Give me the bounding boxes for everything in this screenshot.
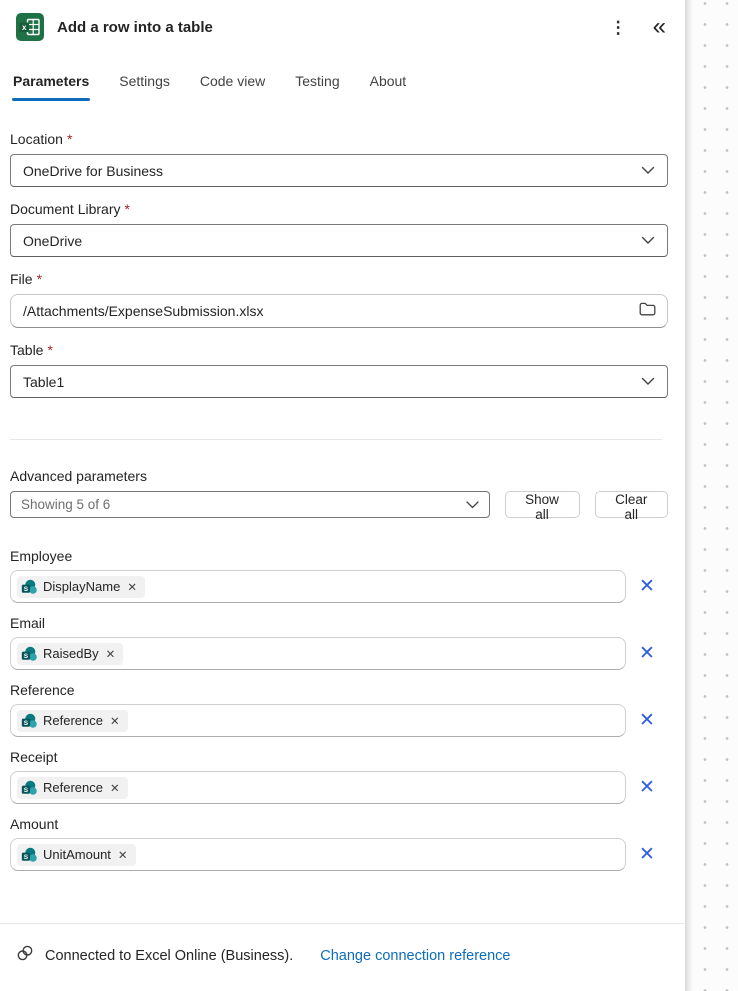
svg-text:S: S xyxy=(23,652,29,660)
panel-scroll-shadow xyxy=(686,0,693,991)
clear-employee-icon[interactable]: ✕ xyxy=(626,577,668,596)
required-asterisk: * xyxy=(47,342,53,358)
action-title: Add a row into a table xyxy=(57,18,213,36)
field-group-reference xyxy=(10,682,668,737)
token-label: RaisedBy xyxy=(43,646,99,661)
chevron-down-icon xyxy=(641,162,655,180)
amount-input[interactable] xyxy=(10,838,626,871)
panel-footer xyxy=(0,923,684,991)
document-library-label-text: Document Library xyxy=(10,201,121,217)
advanced-parameters-row xyxy=(10,491,668,522)
svg-text:S: S xyxy=(23,786,29,794)
email-input[interactable] xyxy=(10,637,626,670)
table-dropdown-value: Table1 xyxy=(23,373,65,390)
tab-parameters[interactable]: Parameters xyxy=(12,73,90,101)
file-input-value: /Attachments/ExpenseSubmission.xlsx xyxy=(23,303,264,319)
location-label-text: Location xyxy=(10,131,63,147)
field-group-table xyxy=(10,342,668,398)
clear-amount-icon[interactable]: ✕ xyxy=(626,845,668,864)
table-dropdown[interactable] xyxy=(10,365,668,398)
field-group-document-library xyxy=(10,201,668,257)
designer-canvas xyxy=(685,0,738,991)
amount-label: Amount xyxy=(10,816,59,832)
collapse-panel-icon[interactable]: « xyxy=(647,13,666,41)
field-group-location xyxy=(10,131,668,187)
document-library-dropdown[interactable] xyxy=(10,224,668,257)
dynamic-content-token[interactable] xyxy=(17,576,145,598)
location-dropdown[interactable] xyxy=(10,154,668,187)
token-dismiss-icon[interactable]: ✕ xyxy=(109,715,120,728)
document-library-dropdown-value: OneDrive xyxy=(23,232,83,249)
token-dismiss-icon[interactable]: ✕ xyxy=(109,782,120,795)
amount-row xyxy=(10,838,668,871)
field-group-employee xyxy=(10,548,668,603)
email-row xyxy=(10,637,668,670)
sharepoint-icon xyxy=(21,780,37,796)
field-group-receipt xyxy=(10,749,668,804)
section-divider xyxy=(10,439,662,440)
receipt-input[interactable] xyxy=(10,771,626,804)
change-connection-link[interactable]: Change connection reference xyxy=(320,948,511,964)
more-options-icon[interactable]: ⋮ xyxy=(604,17,633,38)
folder-picker-icon[interactable] xyxy=(639,302,656,321)
advanced-parameters-label: Advanced parameters xyxy=(10,468,147,484)
advanced-filter-value: Showing 5 of 6 xyxy=(21,497,111,512)
reference-input[interactable] xyxy=(10,704,626,737)
svg-text:S: S xyxy=(23,585,29,593)
clear-reference-icon[interactable]: ✕ xyxy=(626,711,668,730)
location-label xyxy=(10,131,668,147)
token-label: DisplayName xyxy=(43,579,121,594)
svg-text:S: S xyxy=(23,853,29,861)
chevron-down-icon xyxy=(641,232,655,250)
svg-text:x: x xyxy=(21,23,27,32)
token-dismiss-icon[interactable]: ✕ xyxy=(117,849,128,862)
field-group-amount xyxy=(10,816,668,871)
clear-email-icon[interactable]: ✕ xyxy=(626,644,668,663)
field-group-file xyxy=(10,271,668,328)
token-label: UnitAmount xyxy=(43,847,111,862)
tab-about[interactable]: About xyxy=(369,73,407,89)
employee-row xyxy=(10,570,668,603)
token-label: Reference xyxy=(43,780,103,795)
connection-footer xyxy=(0,924,684,991)
excel-icon xyxy=(16,13,44,41)
tab-testing[interactable]: Testing xyxy=(295,73,340,89)
dynamic-content-token[interactable] xyxy=(17,844,136,866)
show-all-button[interactable]: Show all xyxy=(505,491,580,518)
svg-text:S: S xyxy=(23,719,29,727)
chevron-down-icon xyxy=(641,373,655,391)
document-library-label xyxy=(10,201,668,217)
email-label: Email xyxy=(10,615,46,631)
file-label-text: File xyxy=(10,271,33,287)
dynamic-content-token[interactable] xyxy=(17,643,123,665)
sharepoint-icon xyxy=(21,713,37,729)
employee-label: Employee xyxy=(10,548,73,564)
connection-status-text: Connected to Excel Online (Business). xyxy=(45,948,294,964)
dynamic-content-token[interactable] xyxy=(17,777,128,799)
clear-all-button[interactable]: Clear all xyxy=(595,491,669,518)
tab-code-view[interactable]: Code view xyxy=(199,73,266,89)
reference-label: Reference xyxy=(10,682,75,698)
parameters-form xyxy=(0,101,684,871)
clear-receipt-icon[interactable]: ✕ xyxy=(626,778,668,797)
token-label: Reference xyxy=(43,713,103,728)
required-asterisk: * xyxy=(124,201,130,217)
reference-row xyxy=(10,704,668,737)
chevron-down-icon xyxy=(466,496,479,514)
field-group-email xyxy=(10,615,668,670)
location-dropdown-value: OneDrive for Business xyxy=(23,162,164,179)
sharepoint-icon xyxy=(21,646,37,662)
header-actions xyxy=(604,13,666,41)
receipt-row xyxy=(10,771,668,804)
file-label xyxy=(10,271,668,287)
tab-settings[interactable]: Settings xyxy=(119,73,170,89)
token-dismiss-icon[interactable]: ✕ xyxy=(127,581,137,594)
tab-bar xyxy=(0,73,684,101)
receipt-label: Receipt xyxy=(10,749,58,765)
sharepoint-icon xyxy=(21,847,37,863)
file-input[interactable] xyxy=(10,294,668,328)
required-asterisk: * xyxy=(36,271,43,287)
sharepoint-icon xyxy=(21,579,37,595)
dynamic-content-token[interactable] xyxy=(17,710,128,732)
token-dismiss-icon[interactable]: ✕ xyxy=(105,648,116,661)
panel-header xyxy=(0,0,684,41)
connection-icon xyxy=(16,945,34,967)
table-label-text: Table xyxy=(10,342,44,358)
employee-input[interactable] xyxy=(10,570,626,603)
required-asterisk: * xyxy=(66,131,73,147)
table-label xyxy=(10,342,668,358)
advanced-filter-dropdown[interactable] xyxy=(10,491,490,518)
